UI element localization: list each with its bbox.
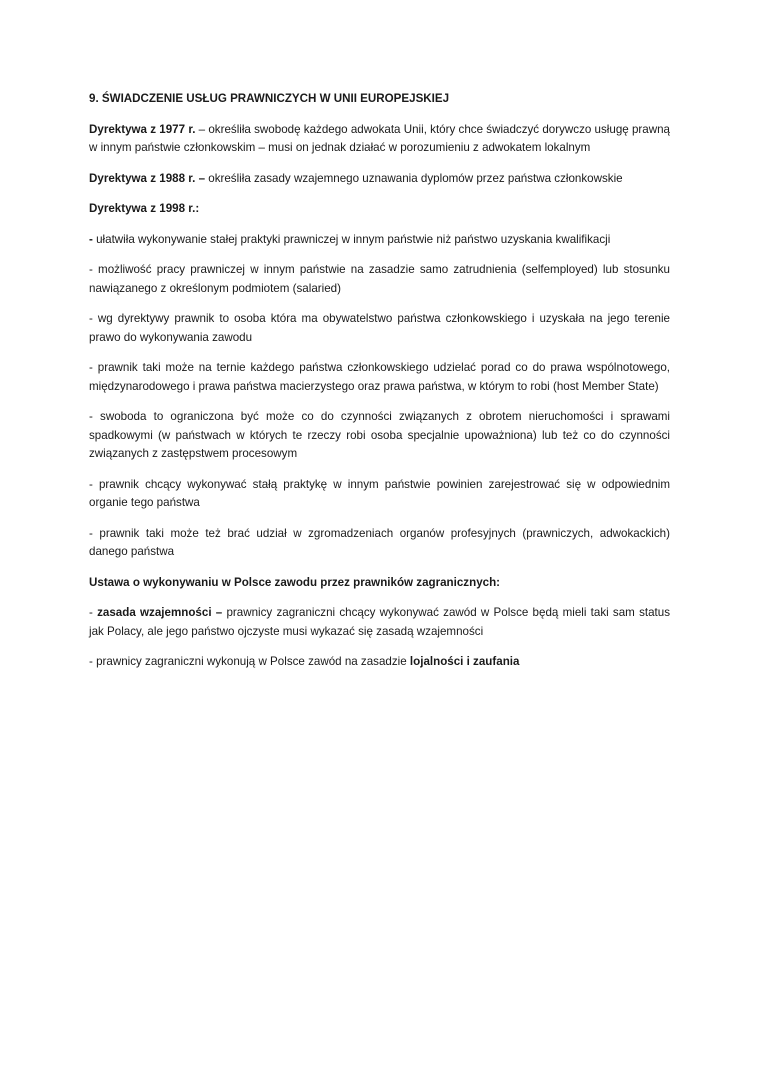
document-title: 9. ŚWIADCZENIE USŁUG PRAWNICZYCH W UNII EUROPEJSKIEJ [89, 92, 450, 105]
directive-1998-item: - swoboda to ograniczona być może co do czynności związanych z obrotem nieruchomości i sprawami spadkowymi (w państwach w których te rzeczy robi osoba specjalnie upoważniona) lub też co do czynności związanych z zastępstwem procesowym [89, 410, 670, 460]
ustawa-item-reciprocity [89, 604, 670, 641]
directive-1998-item: - możliwość pracy prawniczej w innym państwie na zasadzie samo zatrudnienia (selfemployed) lub stosunku nawiązanego z określonym podmiotem (salaried) [89, 263, 670, 295]
directive-1998-item: - prawnik taki może na ternie każdego państwa członkowskiego udzielać porad co do prawa wspólnotowego, międzynarodowego i prawa państwa macierzystego oraz prawa państwa, w którym to robi (host Member State) [89, 361, 670, 393]
paragraph-directive-1977 [89, 121, 670, 158]
ustawa-item-loyalty-text: - prawnicy zagraniczni wykonują w Polsce zawód na zasadzie [89, 655, 410, 668]
directive-1988-label: Dyrektywa z 1988 r. – [89, 171, 206, 185]
directive-1977-text: – określiła swobodę każdego adwokata Unii, który chce świadczyć dorywczo usługę prawną w innym państwie członkowskim – musi on jednak działać w porozumieniu z adwokatem lokalnym [89, 122, 670, 154]
directive-1977-label: Dyrektywa z 1977 r. [89, 122, 196, 136]
directive-1998-item: - wg dyrektywy prawnik to osoba która ma obywatelstwo państwa członkowskiego i uzyskała na jego terenie prawo do wykonywania zawodu [89, 312, 670, 344]
document-page [89, 90, 670, 684]
directive-1998-item: - prawnik chcący wykonywać stałą praktykę w innym państwie powinien zarejestrować się w odpowiednim organie tego państwa [89, 477, 670, 509]
ustawa-item-reciprocity-text: prawnicy zagraniczni chcący wykonywać zawód w Polsce będą mieli taki sam status jak Polacy, ale jego państwo ojczyste musi wykazać się zasadą wzajemności [89, 606, 670, 638]
ustawa-heading: Ustawa o wykonywaniu w Polsce zawodu przez prawników zagranicznych: [89, 575, 501, 589]
reciprocity-term: zasada wzajemności – [97, 606, 223, 619]
ustawa-item-loyalty [89, 653, 670, 672]
loyalty-term: lojalności i zaufania [409, 655, 520, 668]
directive-1988-text: określiła zasady wzajemnego uznawania dyplomów przez państwa członkowskie [205, 171, 623, 185]
paragraph-directive-1988 [89, 170, 670, 189]
directive-1998-item-first [89, 231, 670, 250]
ustawa-item-prefix: - [89, 606, 98, 619]
directive-1998-item: - prawnik taki może też brać udział w zgromadzeniach organów profesyjnych (prawniczych, adwokackich) danego państwa [89, 526, 670, 558]
directive-1998-item-first-text: ułatwiła wykonywanie stałej praktyki prawniczej w innym państwie niż państwo uzyskania kwalifikacji [92, 232, 611, 246]
list-dash: - [89, 232, 93, 246]
directive-1998-heading: Dyrektywa z 1998 r.: [89, 202, 200, 215]
